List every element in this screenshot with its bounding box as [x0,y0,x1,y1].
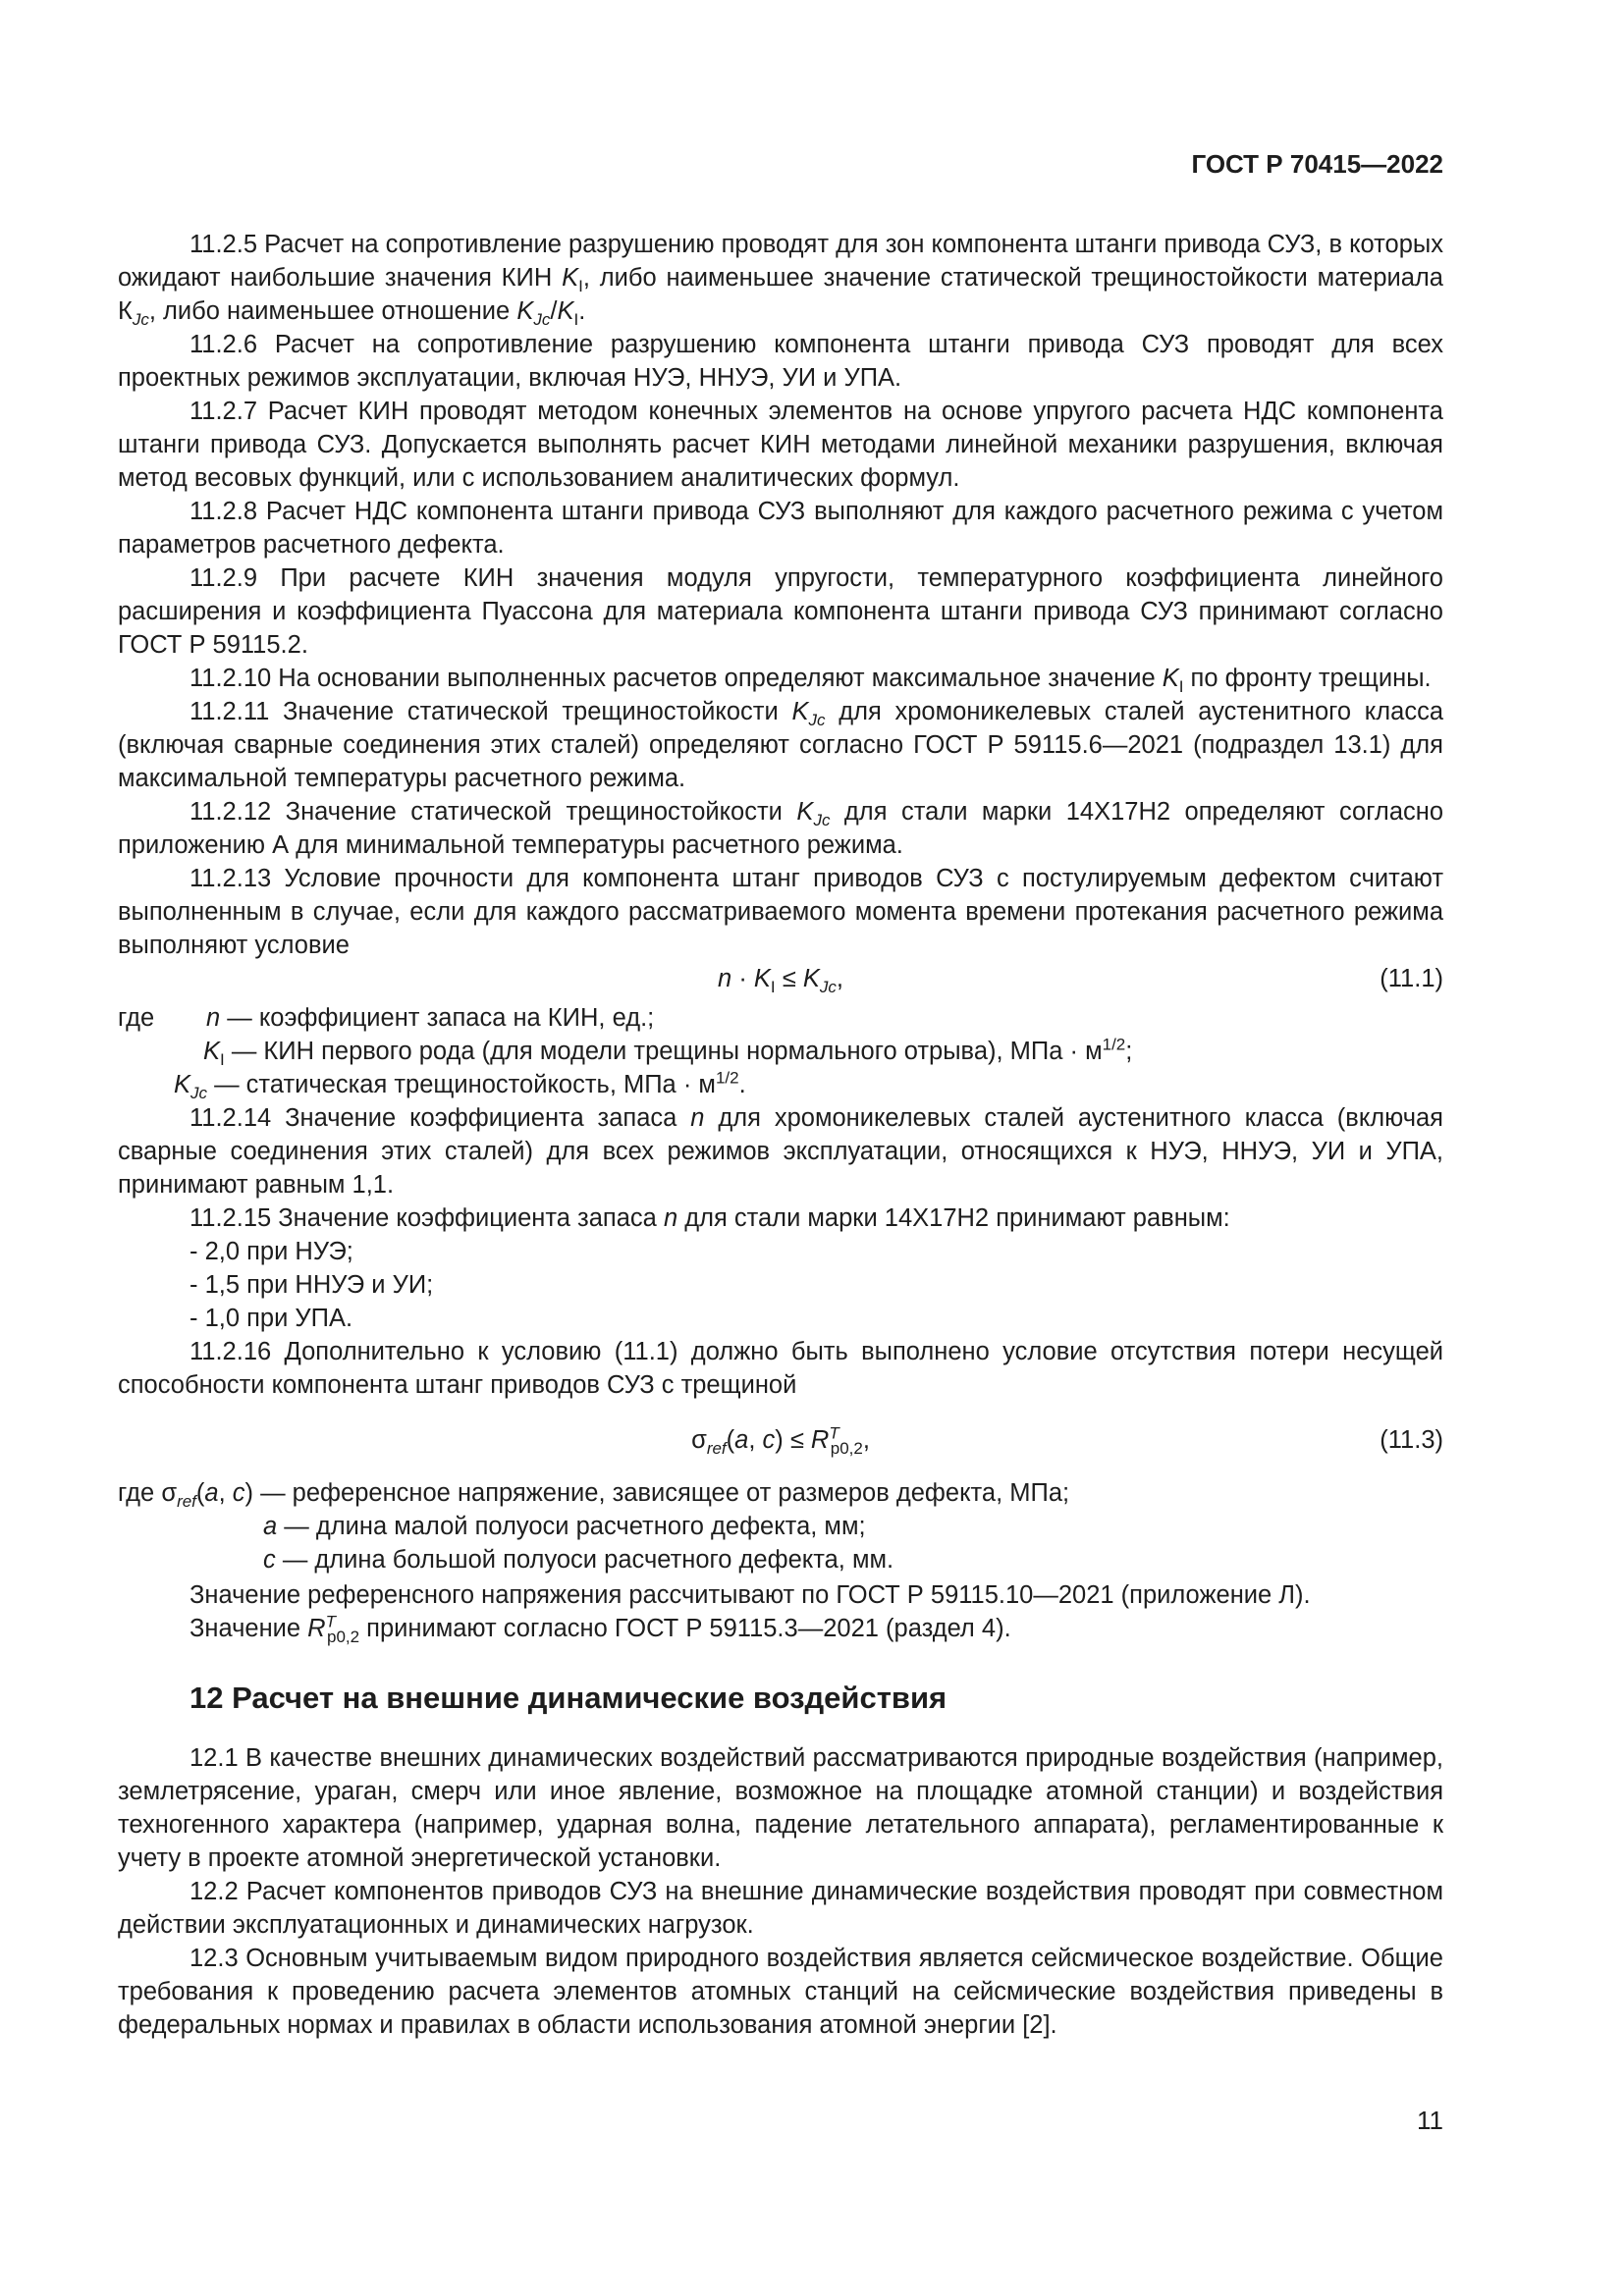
where-c: c — длина большой полуоси расчетного дефекта, мм. [263,1546,894,1574]
where-n-desc: — коэффициент запаса на КИН, ед.; [220,1004,655,1032]
where-word: где [118,1479,162,1507]
where-kjc: $K_{Jc}$ — статическая трещиностойкость, МПа · $м^{1/2}$. [174,1068,746,1103]
list-item: - 2,0 при НУЭ; [189,1238,353,1265]
paragraph-11-2-6: 11.2.6 Расчет на сопротивление разрушению компонента штанги привода СУЗ проводят для всех проектных режимов эксплуатации, включая НУЭ, ННУЭ, УИ и УПА. [118,331,1443,392]
content [118,228,1443,2042]
where-word: где [118,1004,155,1032]
where-c-desc: — длина большой полуоси расчетного дефекта, мм. [275,1546,894,1574]
where-k1-desc: — КИН первого рода (для модели трещины нормального отрыва), МПа · м [224,1038,1103,1065]
formula-11-3 [118,1423,1443,1457]
formula-11-1 [118,962,1443,995]
paragraph-12-3: 12.3 Основным учитываемым видом природного воздействия является сейсмическое воздействие. Общие требования к проведению расчета элементов атомных станций на сейсмические воздействия приведены в федеральных нормах и правилах в области использования атомной энергии [2]. [118,1945,1443,2039]
where-sigma-desc: — референсное напряжение, зависящее от размеров дефекта, МПа; [253,1479,1070,1507]
paragraph-11-2-7: 11.2.7 Расчет КИН проводят методом конечных элементов на основе упругого расчета НДС компонента штанги привода СУЗ. Допускается выполнять расчет КИН методами линейной механики разрушения, включая метод весовых функций, или с использованием аналитических формул. [118,398,1443,492]
standard-header: ГОСТ Р 70415—2022 [1191,149,1443,179]
paragraph-ref-stress: Значение референсного напряжения рассчитывают по ГОСТ Р 59115.10—2021 (приложение Л). [189,1581,1311,1609]
where-a: a — длина малой полуоси расчетного дефекта, мм; [263,1513,866,1540]
paragraph-11-2-15: 11.2.15 Значение коэффициента запаса n для стали марки 14Х17Н2 принимают равным: [189,1204,1230,1232]
paragraph-11-2-5: 11.2.5 Расчет на сопротивление разрушению проводят для зон компонента штанги привода СУЗ, в которых ожидают наибольшие значения КИН $K_I$, либо наименьшее значение статической трещиностойкости материала $К_{Jc}$, либо наименьшее отношение $K_{Jc}/K_I$. [118,231,1443,330]
formula-number: (11.1) [1380,965,1443,992]
list-item: - 1,5 при ННУЭ и УИ; [189,1271,434,1299]
paragraph-11-2-16: 11.2.16 Дополнительно к условию (11.1) должно быть выполнено условие отсутствия потери несущей способности компонента штанг приводов СУЗ с трещиной [118,1338,1443,1399]
where-k1: $K_I$ — КИН первого рода (для модели трещины нормального отрыва), МПа · $м^{1/2}$; [203,1035,1133,1070]
paragraph-12-2: 12.2 Расчет компонентов приводов СУЗ на внешние динамические воздействия проводят при совместном действии эксплуатационных и динамических нагрузок. [118,1878,1443,1939]
paragraph-11-2-8: 11.2.8 Расчет НДС компонента штанги привода СУЗ выполняют для каждого расчетного режима с учетом параметров расчетного дефекта. [118,498,1443,559]
list-item: - 1,0 при УПА. [189,1305,353,1332]
paragraph-11-2-10: 11.2.10 На основании выполненных расчетов определяют максимальное значение $K_I$ по фронту трещины. [189,665,1432,697]
where-a-desc: — длина малой полуоси расчетного дефекта, мм; [277,1513,866,1540]
where-kjc-desc: — статическая трещиностойкость, МПа · м [207,1071,716,1098]
where-sigma: где $\sigma_{ref}(a$, c) — референсное напряжение, зависящее от размеров дефекта, МПа; [118,1479,1070,1512]
formula-expression: $n \cdot K_I \le K_{Jc}$, [718,965,843,997]
formula-number: (11.3) [1380,1426,1443,1454]
formula-expression: $\sigma_{ref}(a$, $c) \le R^T_{p0,2}$, [691,1423,870,1459]
where-n: где n — коэффициент запаса на КИН, ед.; [118,1001,1443,1035]
paragraph-11-2-12: 11.2.12 Значение статической трещиностойкости $K_{Jc}$ для стали марки 14Х17Н2 определяют согласно приложению А для минимальной температуры расчетного режима. [118,798,1444,859]
paragraph-11-2-13: 11.2.13 Условие прочности для компонента штанг приводов СУЗ с постулируемым дефектом считают выполненным в случае, если для каждого рассматриваемого момента времени протекания расчетного режима выполняют условие [118,865,1443,959]
paragraph-11-2-14: 11.2.14 Значение коэффициента запаса n для хромоникелевых сталей аустенитного класса (включая сварные соединения этих сталей) для всех режимов эксплуатации, относящихся к НУЭ, ННУЭ, УИ и УПА, принимают равным 1,1. [118,1104,1443,1199]
page-number: 11 [1417,2106,1443,2135]
paragraph-rp-value: Значение $R^T_{p0,2}$ принимают согласно ГОСТ Р 59115.3—2021 (раздел 4). [189,1612,1011,1647]
section-12-title: 12 Расчет на внешние динамические воздействия [189,1681,947,1715]
paragraph-11-2-11: 11.2.11 Значение статической трещиностойкости $K_{Jc}$ для хромоникелевых сталей аустенитного класса (включая сварные соединения этих сталей) определяют согласно ГОСТ Р 59115.6—2021 (подраздел 13.1) для максимальной температуры расчетного режима. [118,698,1443,792]
paragraph-12-1: 12.1 В качестве внешних динамических воздействий рассматриваются природные воздействия (например, землетрясение, ураган, смерч или иное явление, возможное на площадке атомной станции) и воздействия техногенного характера (например, ударная волна, падение летательного аппарата), регламентированные к учету в проекте атомной энергетической установки. [118,1744,1443,1872]
paragraph-11-2-9: 11.2.9 При расчете КИН значения модуля упругости, температурного коэффициента линейного расширения и коэффициента Пуассона для материала компонента штанги привода СУЗ принимают согласно ГОСТ Р 59115.2. [118,564,1443,659]
